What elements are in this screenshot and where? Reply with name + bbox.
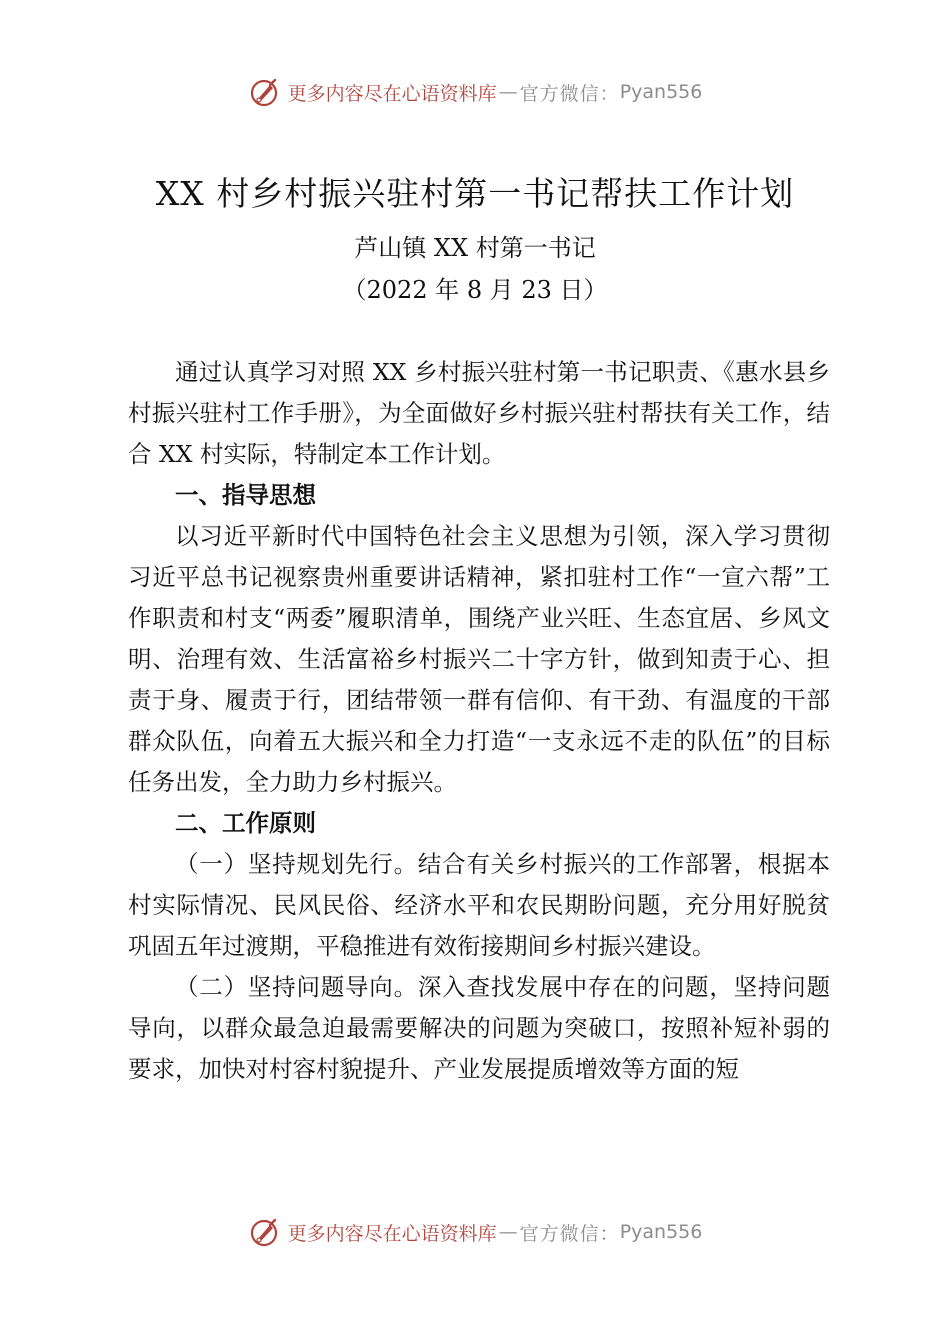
banner-separator: — — [498, 81, 518, 103]
section1-paragraph: 以习近平新时代中国特色社会主义思想为引领，深入学习贯彻习近平总书记视察贵州重要讲话精神，紧扣驻村工作“一宣六帮”工作职责和村支“两委”履职清单，围绕产业兴旺、生态宜居、乡风文明、治理有效、生活富裕乡村振兴二十字方针，做到知责于心、担责于身、履责于行，团结带领一群有信仰、有干劲、有温度的干部群众队伍，向着五大振兴和全力打造“一支永远不走的队伍”的目标任务出发，全力助力乡村振兴。 — [128, 522, 830, 796]
principle1-paragraph: （一）坚持规划先行。结合有关乡村振兴的工作部署，根据本村实际情况、民风民俗、经济水平和农民期盼问题，充分用好脱贫巩固五年过渡期，平稳推进有效衔接期间乡村振兴建设。 — [128, 850, 830, 960]
intro-paragraph: 通过认真学习对照 XX 乡村振兴驻村第一书记职责、《惠水县乡村振兴驻村工作手册》，为全面做好乡村振兴驻村帮扶有关工作，结合 XX 村实际，特制定本工作计划。 — [128, 358, 830, 468]
banner-text: 更多内容尽在心语资料库 — [287, 1222, 497, 1245]
writing-logo-icon — [248, 75, 282, 109]
banner-text: 更多内容尽在心语资料库 — [287, 82, 497, 105]
section2-heading: 二、工作原则 — [175, 809, 316, 837]
banner-wechat-label: 官方微信： — [519, 82, 620, 105]
document-body — [128, 352, 830, 1090]
banner-separator: — — [498, 1221, 518, 1243]
principle2-paragraph: （二）坚持问题导向。深入查找发展中存在的问题，坚持问题导向，以群众最急迫最需要解决的问题为突破口，按照补短补弱的要求，加快对村容村貌提升、产业发展提质增效等方面的短 — [128, 973, 830, 1083]
banner-wechat-id: Pyan556 — [619, 1221, 703, 1243]
document-date: （2022 年 8 月 23 日） — [342, 276, 608, 304]
banner-wechat-id: Pyan556 — [619, 81, 703, 103]
writing-logo-icon — [248, 1215, 282, 1249]
banner-wechat-label: 官方微信： — [519, 1222, 620, 1245]
header-watermark-banner — [0, 72, 950, 112]
document-subtitle: 芦山镇 XX 村第一书记 — [354, 234, 596, 262]
footer-watermark-banner — [0, 1212, 950, 1252]
section1-heading: 一、指导思想 — [175, 481, 316, 509]
document-title: XX 村乡村振兴驻村第一书记帮扶工作计划 — [155, 174, 795, 213]
